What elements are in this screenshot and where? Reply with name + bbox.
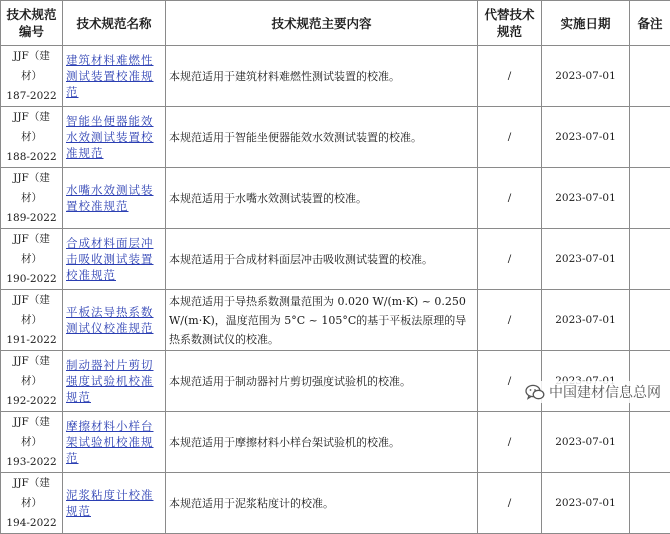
table-row <box>1 290 670 351</box>
spec-code-prefix: JJF（建材） <box>13 233 50 265</box>
spec-date-cell: 2023-07-01 <box>542 168 630 229</box>
spec-code-prefix: JJF（建材） <box>13 50 50 82</box>
spec-name-link[interactable]: 智能坐便器能效水效测试装置校准规范 <box>66 114 154 160</box>
spec-code-number: 194-2022 <box>6 517 56 529</box>
table-row <box>1 473 670 534</box>
spec-code-prefix: JJF（建材） <box>13 355 50 387</box>
spec-name-cell <box>63 412 166 473</box>
spec-replace-cell: / <box>478 168 542 229</box>
spec-code-number: 190-2022 <box>6 273 56 285</box>
spec-date-cell: 2023-07-01 <box>542 473 630 534</box>
table-header-row <box>1 1 670 46</box>
spec-code-cell <box>1 290 63 351</box>
table-row <box>1 107 670 168</box>
spec-code-cell <box>1 412 63 473</box>
spec-name-cell <box>63 229 166 290</box>
spec-code-number: 187-2022 <box>6 90 56 102</box>
spec-code-cell <box>1 351 63 412</box>
spec-note-cell <box>630 107 670 168</box>
spec-date-cell: 2023-07-01 <box>542 229 630 290</box>
spec-content-cell: 本规范适用于建筑材料难燃性测试装置的校准。 <box>166 46 478 107</box>
table-row <box>1 229 670 290</box>
header-replace: 代替技术规范 <box>478 1 542 46</box>
watermark <box>522 381 664 403</box>
spec-code-cell <box>1 229 63 290</box>
spec-date-cell: 2023-07-01 <box>542 107 630 168</box>
spec-name-link[interactable]: 水嘴水效测试装置校准规范 <box>66 183 154 213</box>
spec-code-number: 193-2022 <box>6 456 56 468</box>
spec-code-cell <box>1 168 63 229</box>
spec-name-cell <box>63 473 166 534</box>
spec-note-cell <box>630 229 670 290</box>
header-code: 技术规范编号 <box>1 1 63 46</box>
spec-replace-cell: / <box>478 107 542 168</box>
spec-content-cell: 本规范适用于合成材料面层冲击吸收测试装置的校准。 <box>166 229 478 290</box>
spec-content-cell: 本规范适用于导热系数测量范围为 0.020 W/(m·K) ~ 0.250 W/(m·K)，温度范围为 5°C ~ 105°C的基于平板法原理的导热系数测试仪的校准。 <box>166 290 478 351</box>
watermark-text: 中国建材信息总网 <box>549 382 661 402</box>
spec-name-cell <box>63 168 166 229</box>
spec-name-link[interactable]: 摩擦材料小样台架试验机校准规范 <box>66 419 154 465</box>
wechat-logo-icon <box>525 384 545 401</box>
spec-code-prefix: JJF（建材） <box>13 172 50 204</box>
spec-content-cell: 本规范适用于摩擦材料小样台架试验机的校准。 <box>166 412 478 473</box>
spec-note-cell <box>630 168 670 229</box>
spec-replace-cell: / <box>478 351 542 412</box>
spec-replace-cell: / <box>478 473 542 534</box>
table-row <box>1 46 670 107</box>
spec-content-cell: 本规范适用于智能坐便器能效水效测试装置的校准。 <box>166 107 478 168</box>
spec-name-cell <box>63 107 166 168</box>
spec-note-cell <box>630 473 670 534</box>
spec-note-cell <box>630 290 670 351</box>
spec-replace-cell: / <box>478 46 542 107</box>
spec-code-cell <box>1 46 63 107</box>
spec-replace-cell: / <box>478 229 542 290</box>
spec-date-cell: 2023-07-01 <box>542 290 630 351</box>
spec-name-link[interactable]: 制动器衬片剪切强度试验机校准规范 <box>66 358 154 404</box>
spec-name-cell <box>63 351 166 412</box>
spec-name-link[interactable]: 平板法导热系数测试仪校准规范 <box>66 305 154 335</box>
spec-content-cell: 本规范适用于制动器衬片剪切强度试验机的校准。 <box>166 351 478 412</box>
spec-content-cell: 本规范适用于水嘴水效测试装置的校准。 <box>166 168 478 229</box>
header-note: 备注 <box>630 1 670 46</box>
spec-code-prefix: JJF（建材） <box>13 111 50 143</box>
spec-content-cell: 本规范适用于泥浆粘度计的校准。 <box>166 473 478 534</box>
spec-code-prefix: JJF（建材） <box>13 294 50 326</box>
spec-note-cell <box>630 412 670 473</box>
spec-name-cell <box>63 290 166 351</box>
spec-code-number: 188-2022 <box>6 151 56 163</box>
spec-date-cell: 2023-07-01 <box>542 412 630 473</box>
table-row <box>1 412 670 473</box>
spec-name-cell <box>63 46 166 107</box>
table-row <box>1 168 670 229</box>
spec-code-number: 192-2022 <box>6 395 56 407</box>
spec-code-cell <box>1 107 63 168</box>
spec-replace-cell: / <box>478 412 542 473</box>
spec-code-number: 189-2022 <box>6 212 56 224</box>
spec-code-prefix: JJF（建材） <box>13 477 50 509</box>
spec-code-prefix: JJF（建材） <box>13 416 50 448</box>
spec-code-number: 191-2022 <box>6 334 56 346</box>
header-name: 技术规范名称 <box>63 1 166 46</box>
spec-date-cell: 2023-07-01 <box>542 46 630 107</box>
header-date: 实施日期 <box>542 1 630 46</box>
spec-note-cell <box>630 46 670 107</box>
spec-name-link[interactable]: 泥浆粘度计校准规范 <box>66 488 154 518</box>
spec-replace-cell: / <box>478 290 542 351</box>
spec-name-link[interactable]: 建筑材料难燃性测试装置校准规范 <box>66 53 154 99</box>
spec-code-cell <box>1 473 63 534</box>
spec-name-link[interactable]: 合成材料面层冲击吸收测试装置校准规范 <box>66 236 154 282</box>
header-content: 技术规范主要内容 <box>166 1 478 46</box>
